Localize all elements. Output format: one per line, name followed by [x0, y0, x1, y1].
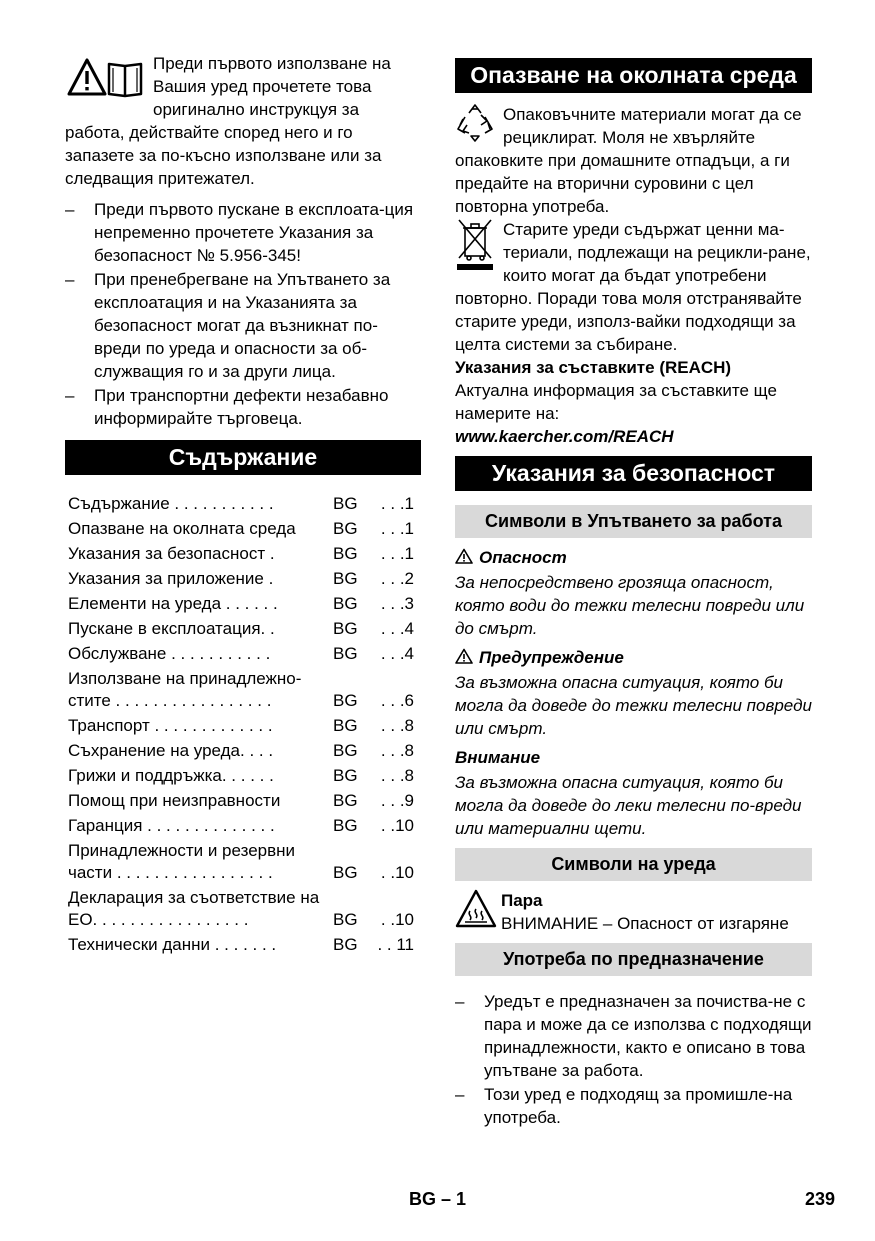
toc-row	[68, 887, 424, 934]
toc-entry-title: Използване на принадлежно-стите . . . . . . . . . . . . . . . . .	[68, 669, 302, 710]
toc-entry-title: Съдържание . . . . . . . . . . .	[68, 494, 274, 513]
packaging-section	[455, 103, 812, 218]
steam-symbol-section	[455, 889, 812, 935]
device-symbols-title: Символи на уреда	[455, 848, 812, 881]
intro-section	[65, 52, 421, 190]
toc-entry-page: . . .1	[380, 494, 414, 513]
danger-label: Опасност	[479, 548, 567, 567]
warning-read-manual-icon	[65, 56, 147, 100]
footer-section-label: BG – 1	[408, 1189, 467, 1209]
toc-row	[68, 815, 424, 840]
toc-entry-lang: BG	[333, 741, 358, 760]
right-column	[455, 52, 812, 1130]
toc-entry-title: Указания за безопасност .	[68, 544, 275, 563]
left-column	[65, 52, 421, 959]
warning-triangle-icon	[455, 648, 473, 664]
toc-row	[68, 618, 424, 643]
steam-text: ВНИМАНИЕ – Опасност от изгаряне	[501, 914, 789, 933]
toc-entry-lang: BG	[333, 519, 358, 538]
warning-text: За възможна опасна ситуация, която би могла да доведе до тежки телесни повреди или смърт.	[455, 673, 812, 738]
toc-entry-title: Принадлежности и резервни части . . . . . . . . . . . . . . . . .	[68, 841, 296, 882]
toc-entry-page: . . .4	[380, 644, 414, 663]
toc-entry-lang: BG	[333, 716, 358, 735]
toc-entry-page: . . .6	[380, 691, 414, 710]
intro-text: Преди първото използване на Вашия уред прочетете това оригинално инструкцуя за работа, действайте според него и го запазете за по-късно използване или за следващия притежател.	[65, 54, 391, 188]
toc-entry-title: Помощ при неизправности	[68, 791, 281, 810]
list-item: – При пренебрегване на Упътването за експлоатация и на Указанията за безопасност могат да възникнат по-вреди по уреда и опасности за об-служващия го и за други лица.	[65, 268, 421, 383]
toc-entry-title: Гаранция . . . . . . . . . . . . . .	[68, 816, 275, 835]
toc-entry-title: Технически данни . . . . . . .	[68, 935, 277, 954]
crossed-bin-icon	[455, 218, 495, 274]
toc-row	[68, 934, 424, 959]
toc-entry-lang: BG	[333, 816, 358, 835]
toc-entry-page: . . .8	[380, 766, 414, 785]
toc-entry-page: . . .1	[380, 519, 414, 538]
warning-triangle-icon	[455, 548, 473, 564]
toc-entry-title: Съхранение на уреда. . . .	[68, 741, 274, 760]
danger-heading	[455, 546, 812, 569]
toc-entry-page: . . .4	[380, 619, 414, 638]
warning-label: Предупреждение	[479, 648, 624, 667]
symbols-manual-title: Символи в Упътването за работа	[455, 505, 812, 538]
toc-entry-lang: BG	[333, 935, 358, 954]
toc-entry-page: . .10	[380, 910, 414, 929]
toc-entry-title: Транспорт . . . . . . . . . . . . .	[68, 716, 273, 735]
toc-entry-page: . . 11	[377, 935, 414, 954]
toc-row	[68, 518, 424, 543]
toc-title: Съдържание	[65, 440, 421, 475]
caution-label: Внимание	[455, 748, 541, 767]
caution-text: За възможна опасна ситуация, която би могла да доведе до леки телесни по-вреди или материални щети.	[455, 773, 802, 838]
warning-heading	[455, 646, 812, 669]
table-of-contents	[68, 493, 424, 959]
list-item: – При транспортни дефекти незабавно информирайте търговеца.	[65, 384, 421, 430]
toc-entry-title: Елементи на уреда . . . . . .	[68, 594, 278, 613]
toc-entry-title: Обслужване . . . . . . . . . . .	[68, 644, 271, 663]
toc-row	[68, 765, 424, 790]
intended-use-list	[455, 990, 812, 1129]
reach-heading: Указания за съставките (REACH)	[455, 358, 732, 377]
toc-entry-lang: BG	[333, 594, 358, 613]
packaging-text: Опаковъчните материали могат да се рециклират. Моля не хвърляйте опаковките при домашните отпадъци, а ги предайте на вторични суровини с цел повторна употреба.	[455, 105, 802, 216]
toc-entry-page: . .10	[380, 863, 414, 882]
safety-title: Указания за безопасност	[455, 456, 812, 491]
reach-url[interactable]: www.kaercher.com/REACH	[455, 427, 674, 446]
toc-entry-lang: BG	[333, 644, 358, 663]
toc-row	[68, 740, 424, 765]
environment-title: Опазване на околната среда	[455, 58, 812, 93]
toc-row	[68, 543, 424, 568]
toc-entry-lang: BG	[333, 910, 358, 929]
recycle-icon	[455, 103, 495, 143]
toc-entry-title: Пускане в експлоатация. .	[68, 619, 275, 638]
toc-entry-page: . . .3	[380, 594, 414, 613]
toc-entry-title: Указания за приложение .	[68, 569, 274, 588]
toc-entry-page: . . .1	[380, 544, 414, 563]
old-devices-section	[455, 218, 812, 356]
toc-entry-lang: BG	[333, 691, 358, 710]
toc-entry-lang: BG	[333, 544, 358, 563]
list-item: – Този уред е подходящ за промишле-на употреба.	[455, 1083, 812, 1129]
page-number: 239	[804, 1189, 835, 1209]
toc-entry-page: . .10	[380, 816, 414, 835]
toc-row	[68, 668, 424, 715]
toc-entry-title: Декларация за съответствие на ЕО. . . . . . . . . . . . . . . . .	[68, 888, 320, 929]
toc-row	[68, 493, 424, 518]
reach-text: Актуална информация за съставките ще намерите на:	[455, 381, 777, 423]
toc-entry-page: . . .2	[380, 569, 414, 588]
intro-bullet-list	[65, 198, 421, 430]
toc-entry-page: . . .8	[380, 741, 414, 760]
steam-label: Пара	[501, 891, 543, 910]
toc-row	[68, 643, 424, 668]
toc-entry-page: . . .9	[380, 791, 414, 810]
old-devices-text: Старите уреди съдържат ценни ма-териали, подлежащи на рецикли-ране, които могат да бъдат употребени повторно. Поради това моля отстранявайте старите уреди, използ-вайки подходящи за целта системи за събиране.	[455, 220, 811, 354]
toc-row	[68, 840, 424, 887]
list-item: – Уредът е предназначен за почиства-не с пара и може да се използва с подходящи принадлежности, както е описано в това упътване за работа.	[455, 990, 812, 1082]
intended-use-title: Употреба по предназначение	[455, 943, 812, 976]
list-item: – Преди първото пускане в експлоата-ция непременно прочетете Указания за безопасност № 5.956-345!	[65, 198, 421, 267]
toc-entry-title: Грижи и поддръжка. . . . . .	[68, 766, 274, 785]
toc-row	[68, 790, 424, 815]
toc-row	[68, 593, 424, 618]
toc-entry-lang: BG	[333, 569, 358, 588]
toc-entry-title: Опазване на околната среда	[68, 519, 296, 538]
toc-row	[68, 568, 424, 593]
toc-entry-page: . . .8	[380, 716, 414, 735]
toc-entry-lang: BG	[333, 863, 358, 882]
toc-entry-lang: BG	[333, 619, 358, 638]
hot-steam-warning-icon	[455, 889, 497, 929]
toc-entry-lang: BG	[333, 494, 358, 513]
toc-entry-lang: BG	[333, 766, 358, 785]
toc-row	[68, 715, 424, 740]
danger-text: За непосредствено грозяща опасност, която води до тежки телесни повреди или до смърт.	[455, 573, 805, 638]
toc-entry-lang: BG	[333, 791, 358, 810]
